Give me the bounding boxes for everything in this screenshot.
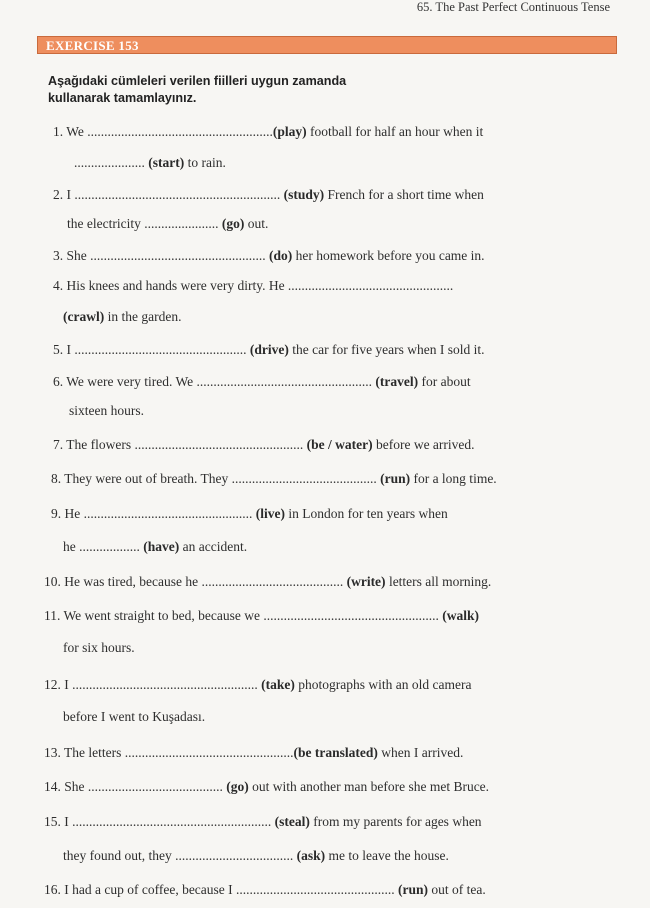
verb-hint: (study): [283, 187, 325, 202]
exercise-line: [53, 124, 483, 140]
sentence-text: 5. I ...................................................: [53, 342, 250, 357]
sentence-text: the electricity ......................: [67, 216, 222, 231]
instructions: [48, 73, 408, 107]
sentence-text: football for half an hour when it: [306, 124, 484, 139]
sentence-text: letters all morning.: [385, 574, 492, 589]
verb-hint: (ask): [296, 848, 326, 863]
exercise-line: [63, 848, 449, 864]
exercise-line: [69, 403, 144, 419]
verb-hint: (crawl): [63, 309, 105, 324]
sentence-text: from my parents for ages when: [309, 814, 482, 829]
sentence-text: for six hours.: [63, 640, 135, 655]
sentence-text: out.: [244, 216, 269, 231]
verb-hint: (drive): [249, 342, 289, 357]
exercise-line: [53, 342, 485, 358]
exercise-line: [67, 216, 268, 232]
instruction-line-1: Aşağıdaki cümleleri verilen fiilleri uygun zamanda: [48, 74, 347, 88]
sentence-text: 16. I had a cup of coffee, because I ...............................................: [44, 882, 399, 897]
sentence-text: 14. She ........................................: [44, 779, 227, 794]
sentence-text: 1. We .......................................................: [53, 124, 273, 139]
exercise-line: [53, 374, 471, 390]
sentence-text: French for a short time when: [324, 187, 484, 202]
exercise-header-bar: [37, 36, 617, 54]
sentence-text: 13. The letters ..................................................: [44, 745, 294, 760]
exercise-title: EXERCISE 153: [46, 38, 139, 53]
sentence-text: 15. I ...........................................................: [44, 814, 275, 829]
sentence-text: the car for five years when I sold it.: [288, 342, 485, 357]
sentence-text: photographs with an old camera: [294, 677, 472, 692]
exercise-line: [74, 155, 226, 171]
exercise-line: [53, 437, 475, 453]
sentence-text: before we arrived.: [372, 437, 475, 452]
sentence-text: her homework before you came in.: [292, 248, 485, 263]
sentence-text: for a long time.: [410, 471, 497, 486]
sentence-text: an accident.: [179, 539, 248, 554]
verb-hint: (play): [272, 124, 307, 139]
running-head: 65. The Past Perfect Continuous Tense: [416, 0, 610, 14]
verb-hint: (go): [221, 216, 245, 231]
sentence-text: 6. We were very tired. We ....................................................: [53, 374, 376, 389]
exercise-line: [63, 309, 181, 325]
sentence-text: 8. They were out of breath. They ...........................................: [51, 471, 381, 486]
exercise-line: [44, 814, 482, 830]
sentence-text: out with another man before she met Bruce.: [248, 779, 490, 794]
sentence-text: in the garden.: [104, 309, 182, 324]
sentence-text: for about: [418, 374, 471, 389]
exercise-line: [53, 248, 485, 264]
sentence-text: before I went to Kuşadası.: [63, 709, 206, 724]
sentence-text: in London for ten years when: [285, 506, 448, 521]
verb-hint: (start): [148, 155, 185, 170]
sentence-text: when I arrived.: [377, 745, 464, 760]
verb-hint: (do): [269, 248, 293, 263]
sentence-text: .....................: [74, 155, 149, 170]
sentence-text: 12. I .......................................................: [44, 677, 262, 692]
sentence-text: 2. I .............................................................: [53, 187, 284, 202]
sentence-text: 11. We went straight to bed, because we ....................................................: [44, 608, 443, 623]
verb-hint: (have): [143, 539, 180, 554]
verb-hint: (run): [398, 882, 429, 897]
verb-hint: (write): [346, 574, 386, 589]
verb-hint: (be translated): [293, 745, 378, 760]
verb-hint: (take): [261, 677, 295, 692]
sentence-text: sixteen hours.: [69, 403, 144, 418]
verb-hint: (be / water): [306, 437, 373, 452]
verb-hint: (run): [380, 471, 411, 486]
exercise-line: [44, 677, 471, 693]
exercise-line: [63, 539, 247, 555]
exercise-line: [63, 640, 135, 656]
sentence-text: out of tea.: [428, 882, 486, 897]
verb-hint: (travel): [375, 374, 419, 389]
exercise-line: [53, 278, 453, 294]
exercise-line: [51, 471, 497, 487]
exercise-line: [53, 187, 484, 203]
sentence-text: 7. The flowers ..................................................: [53, 437, 307, 452]
sentence-text: they found out, they ...................................: [63, 848, 297, 863]
sentence-text: 9. He ..................................................: [51, 506, 256, 521]
exercise-line: [44, 574, 491, 590]
verb-hint: (walk): [442, 608, 479, 623]
verb-hint: (steal): [274, 814, 310, 829]
exercise-line: [44, 608, 479, 624]
sentence-text: 3. She ....................................................: [53, 248, 269, 263]
verb-hint: (go): [226, 779, 249, 794]
verb-hint: (live): [255, 506, 285, 521]
exercise-line: [44, 882, 486, 898]
exercise-line: [44, 779, 489, 795]
instruction-line-2: kullanarak tamamlayınız.: [48, 91, 197, 105]
exercise-line: [51, 506, 448, 522]
sentence-text: 4. His knees and hands were very dirty. He .................................................: [53, 278, 454, 293]
sentence-text: to rain.: [184, 155, 226, 170]
sentence-text: he ..................: [63, 539, 144, 554]
exercise-line: [44, 745, 463, 761]
sentence-text: 10. He was tired, because he ..........................................: [44, 574, 347, 589]
exercise-line: [63, 709, 205, 725]
sentence-text: me to leave the house.: [325, 848, 449, 863]
